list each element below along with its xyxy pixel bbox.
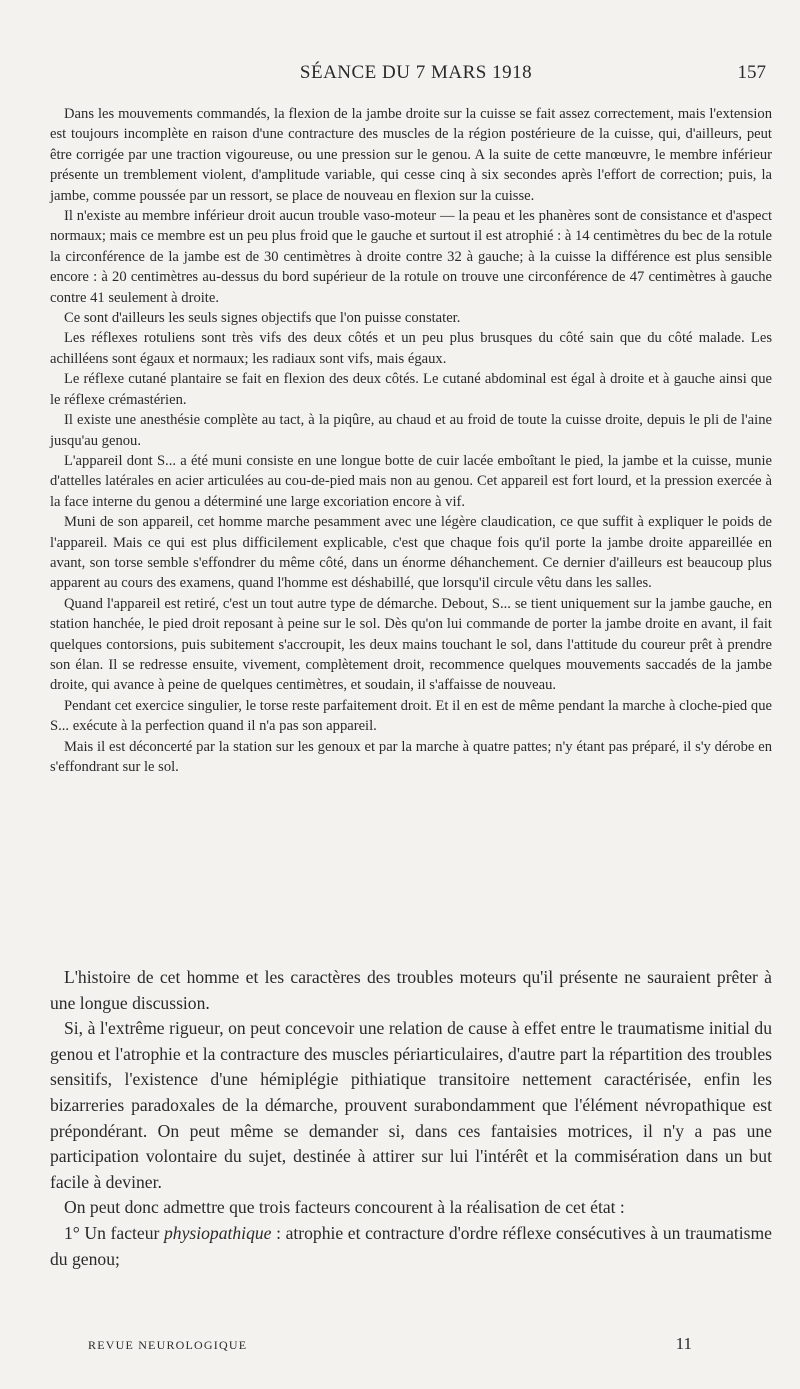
paragraph: Muni de son appareil, cet homme marche pesamment avec une légère claudication, ce que suffit à expliquer le poids de l'appareil. Mais ce qui est plus difficilement explicable, c'est que chaque fois qu'il porte la jambe droite appareillée en avant, son torse semble s'effondrer du même côté, dans un énorme déhanchement. Ce dernier d'ailleurs est beaucoup plus apparent au cours des examens, quand l'homme est déshabillé, que lorsqu'il circule vêtu dans les salles. (50, 514, 772, 592)
paragraph: Dans les mouvements commandés, la flexion de la jambe droite sur la cuisse se fait assez correctement, mais l'extension est toujours incomplète en raison d'une contracture des muscles de la région postérieure de la cuisse, qui, d'ailleurs, peut être corrigée par une traction vigoureuse, ou une pression sur le genou. A la suite de cette manœuvre, le membre inférieur présente un tremblement violent, d'amplitude variable, qui cesse cinq à six secondes après l'effort de correction; puis, la jambe, comme poussée par un ressort, se place de nouveau en flexion sur la cuisse. (50, 106, 772, 204)
paragraph: Pendant cet exercice singulier, le torse reste parfaitement droit. Et il en est de même pendant la marche à cloche-pied que S... exécute à la perfection quand il n'a pas son appareil. (50, 697, 772, 735)
paragraph: Ce sont d'ailleurs les seuls signes objectifs que l'on puisse constater. (64, 310, 461, 327)
text-span: 1° Un facteur (64, 1222, 164, 1243)
paragraph: L'histoire de cet homme et les caractères des troubles moteurs qu'il présente ne sauraient prêter à une longue discussion. (50, 967, 772, 1013)
page-header (60, 62, 772, 88)
discussion-text (50, 965, 772, 1272)
case-report-text (50, 104, 772, 777)
paragraph: L'appareil dont S... a été muni consiste en une longue botte de cuir lacée emboîtant le pied, la jambe et la cuisse, munie d'attelles latérales en acier articulées au cou-de-pied mais non au genou. Cet appareil est fort lourd, et la pression exercée à la face interne du genou a déterminé une large excoriation encore à vif. (50, 452, 772, 510)
page-footer (88, 1334, 692, 1358)
page-number: 157 (737, 62, 766, 83)
running-title: SÉANCE DU 7 MARS 1918 (299, 62, 533, 83)
journal-name: REVUE NEUROLOGIQUE (88, 1338, 248, 1352)
text-span: : atrophie et contracture d'ordre réflexe consécutives à un traumatisme du genou; (50, 1222, 772, 1269)
paragraph: Il existe une anesthésie complète au tact, à la piqûre, au chaud et au froid de toute la cuisse droite, depuis le pli de l'aine jusqu'au genou. (50, 412, 772, 449)
paragraph: Mais il est déconcerté par la station sur les genoux et par la marche à quatre pattes; n'y étant pas préparé, il s'y dérobe en s'effondrant sur le sol. (50, 738, 772, 775)
paragraph: On peut donc admettre que trois facteurs concourent à la réalisation de cet état : (64, 1197, 625, 1218)
paragraph: Si, à l'extrême rigueur, on peut concevoir une relation de cause à effet entre le traumatisme initial du genou et l'atrophie et la contracture des muscles périarticulaires, d'autre part la répartition des troubles sensitifs, l'existence d'une hémiplégie pithiatique transitoire nettement caractérisée, enfin les bizarreries paradoxales de la démarche, prouvent surabondamment que l'élément névropathique est prépondérant. On peut même se demander si, dans ces fantaisies motrices, il n'y a pas une participation volontaire du sujet, destinée à attirer sur lui l'intérêt et la commisération dans un but facile à deviner. (50, 1018, 772, 1192)
emphasized-term: physiopathique (163, 1222, 272, 1243)
paragraph: Quand l'appareil est retiré, c'est un tout autre type de démarche. Debout, S... se tient uniquement sur la jambe gauche, en station hanchée, le pied droit reposant à peine sur le sol. Dès qu'on lui commande de porter la jambe droite en avant, il fait quelques contorsions, puis subitement s'accroupit, les deux mains touchant le sol, dans l'attitude du coureur prêt à prendre son élan. Il se redresse ensuite, vivement, complètement droit, recommence quelques mouvements saccadés de la jambe droite, qui avance à peine de quelques centimètres, et soudain, il s'affaisse de nouveau. (50, 595, 772, 694)
signature-mark: 11 (675, 1334, 692, 1353)
paragraph (50, 1221, 772, 1272)
paragraph: Il n'existe au membre inférieur droit aucun trouble vaso-moteur — la peau et les phanères sont de consistance et d'aspect normaux; mais ce membre est un peu plus froid que le gauche et surtout il est atrophié : à 14 centimètres du bec de la rotule la circonférence de la jambe est de 30 centimètres à droite contre 32 à gauche; à la cuisse la différence est plus sensible encore : à 20 centimètres au-dessus du bord supérieur de la rotule on trouve une circonférence de 47 centimètres à gauche contre 41 seulement à droite. (50, 208, 772, 306)
paragraph: Les réflexes rotuliens sont très vifs des deux côtés et un peu plus brusques du côté sain que du côté malade. Les achilléens sont égaux et normaux; les radiaux sont vifs, mais égaux. (50, 330, 772, 367)
paragraph: Le réflexe cutané plantaire se fait en flexion des deux côtés. Le cutané abdominal est égal à droite et à gauche ainsi que le réflexe crémastérien. (50, 371, 772, 408)
